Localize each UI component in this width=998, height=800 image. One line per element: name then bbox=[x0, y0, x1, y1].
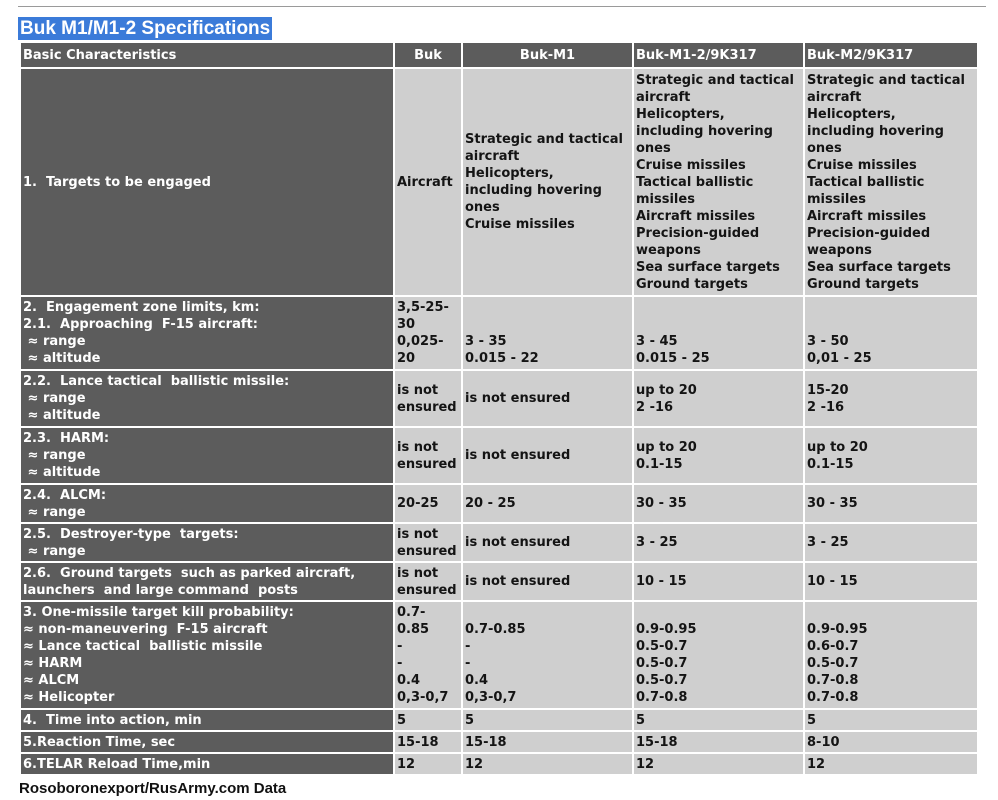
table-body bbox=[21, 69, 977, 774]
cell-line: 0.85 bbox=[397, 622, 430, 637]
cell-reload-time-buk-m2 bbox=[805, 754, 977, 774]
cell-line: ensured bbox=[397, 399, 457, 415]
cell-line: - bbox=[397, 639, 403, 654]
cell-line: is not bbox=[397, 439, 439, 455]
column-header-buk-m2: Buk-M2/9K317 bbox=[805, 43, 977, 67]
cell-line: 0.5-0.7 bbox=[636, 673, 688, 688]
cell-line: 15-18 bbox=[397, 734, 439, 750]
cell-targets-buk-m1 bbox=[463, 69, 632, 295]
cell-line: Strategic and tactical bbox=[636, 72, 794, 88]
row-label-harm bbox=[21, 428, 393, 483]
cell-reaction-time-buk-m2 bbox=[805, 732, 977, 752]
row-label-line: ≈ range bbox=[23, 504, 86, 520]
cell-line: Aircraft missiles bbox=[636, 208, 756, 224]
cell-line: Helicopters, bbox=[636, 106, 725, 122]
cell-line: 10 - 15 bbox=[636, 574, 687, 589]
cell-harm-buk-m2 bbox=[805, 428, 977, 483]
cell-line bbox=[636, 604, 801, 621]
cell-line: 20 - 25 bbox=[465, 496, 516, 511]
cell-line: up to 20 bbox=[636, 439, 697, 455]
row-label-destroyer bbox=[21, 524, 393, 561]
top-divider bbox=[18, 6, 986, 7]
cell-line: missiles bbox=[636, 191, 695, 207]
row-label-line: 3. One-missile target kill probability: bbox=[23, 605, 294, 620]
cell-line: 15-20 bbox=[807, 382, 849, 398]
cell-line: 2 -16 bbox=[807, 399, 845, 415]
cell-lance-buk-m1 bbox=[463, 371, 632, 426]
cell-line: 12 bbox=[636, 756, 655, 772]
cell-line: Helicopters, bbox=[465, 166, 554, 181]
row-label-line: 2.3. HARM: bbox=[23, 431, 110, 446]
cell-ground-buk-m1 bbox=[463, 563, 632, 600]
row-label-line: ≈ non-maneuvering F-15 aircraft bbox=[23, 622, 268, 637]
row-label-line: ≈ ALCM bbox=[23, 673, 80, 688]
row-label-line: ≈ range bbox=[23, 334, 86, 349]
cell-line: 0.7-0.8 bbox=[807, 673, 859, 688]
table-row-reaction-time bbox=[21, 732, 977, 752]
cell-line: ensured bbox=[397, 456, 457, 472]
cell-kill-probability-buk bbox=[395, 602, 461, 708]
row-label-line: 6.TELAR Reload Time,min bbox=[23, 756, 211, 772]
cell-line: 5 bbox=[636, 712, 646, 728]
cell-ground-buk bbox=[395, 563, 461, 600]
cell-line: Strategic and tactical bbox=[465, 132, 623, 147]
cell-destroyer-buk-m2 bbox=[805, 524, 977, 561]
cell-line: Precision-guided bbox=[807, 225, 931, 241]
cell-line: 0.5-0.7 bbox=[636, 639, 688, 654]
cell-line: 0.6-0.7 bbox=[807, 639, 859, 654]
cell-line: 0.1-15 bbox=[807, 456, 854, 472]
row-label-f15 bbox=[21, 297, 393, 369]
cell-line: - bbox=[397, 656, 403, 671]
cell-time-into-action-buk-m2 bbox=[805, 710, 977, 730]
table-row-time-into-action bbox=[21, 710, 977, 730]
row-label-line: 1. Targets to be engaged bbox=[23, 174, 211, 190]
cell-line: - bbox=[465, 639, 471, 654]
cell-lance-buk-m2 bbox=[805, 371, 977, 426]
row-label-line: 2.2. Lance tactical ballistic missile: bbox=[23, 374, 290, 389]
cell-line: is not bbox=[397, 526, 439, 542]
cell-kill-probability-buk-m1-2 bbox=[634, 602, 803, 708]
cell-line: 3 - 50 bbox=[807, 334, 849, 349]
cell-line: up to 20 bbox=[636, 382, 697, 398]
row-label-line: 2.5. Destroyer-type targets: bbox=[23, 526, 239, 542]
cell-line: Aircraft bbox=[397, 174, 453, 190]
cell-destroyer-buk-m1-2 bbox=[634, 524, 803, 561]
cell-f15-buk bbox=[395, 297, 461, 369]
cell-line: 3 - 25 bbox=[636, 535, 678, 550]
cell-reaction-time-buk-m1-2 bbox=[634, 732, 803, 752]
row-label-line: 4. Time into action, min bbox=[23, 712, 202, 728]
cell-line: 3 - 25 bbox=[807, 535, 849, 550]
cell-reload-time-buk-m1 bbox=[463, 754, 632, 774]
cell-line: is not bbox=[397, 565, 439, 581]
row-label-line: 2. Engagement zone limits, km: bbox=[23, 300, 260, 315]
table-row-harm bbox=[21, 428, 977, 483]
cell-line: is not ensured bbox=[465, 448, 571, 463]
cell-line: up to 20 bbox=[807, 439, 868, 455]
row-label-reload-time bbox=[21, 754, 393, 774]
cell-alcm-buk-m1-2 bbox=[634, 485, 803, 522]
cell-line: - bbox=[465, 656, 471, 671]
cell-line bbox=[807, 604, 975, 621]
cell-reaction-time-buk bbox=[395, 732, 461, 752]
cell-line: 20 bbox=[397, 351, 416, 366]
cell-line: is not ensured bbox=[465, 391, 571, 406]
cell-line: Precision-guided bbox=[636, 225, 760, 241]
row-label-line: 2.1. Approaching F-15 aircraft: bbox=[23, 317, 258, 332]
cell-targets-buk bbox=[395, 69, 461, 295]
cell-line bbox=[807, 299, 975, 316]
row-label-alcm bbox=[21, 485, 393, 522]
cell-line: Ground targets bbox=[636, 276, 748, 292]
row-label-line: ≈ altitude bbox=[23, 351, 101, 366]
column-header-characteristics: Basic Characteristics bbox=[21, 43, 393, 67]
row-label-ground bbox=[21, 563, 393, 600]
specifications-table bbox=[19, 41, 979, 776]
row-label-line: ≈ HARM bbox=[23, 656, 83, 671]
cell-line: 10 - 15 bbox=[807, 574, 858, 589]
cell-line: 5 bbox=[397, 712, 407, 728]
cell-targets-buk-m1-2 bbox=[634, 69, 803, 295]
cell-line: 3,5-25- bbox=[397, 300, 449, 315]
cell-line: 0,01 - 25 bbox=[807, 351, 872, 366]
cell-line: ensured bbox=[397, 582, 457, 598]
cell-line: Aircraft missiles bbox=[807, 208, 927, 224]
row-label-line: ≈ range bbox=[23, 448, 86, 463]
cell-line: 0.4 bbox=[397, 673, 421, 688]
row-label-line: launchers and large command posts bbox=[23, 582, 298, 598]
cell-line bbox=[807, 316, 975, 333]
cell-line: 0.7-0.85 bbox=[465, 622, 526, 637]
row-label-line: ≈ altitude bbox=[23, 408, 101, 423]
cell-f15-buk-m1-2 bbox=[634, 297, 803, 369]
cell-line: ensured bbox=[397, 543, 457, 559]
row-label-lance bbox=[21, 371, 393, 426]
row-label-time-into-action bbox=[21, 710, 393, 730]
cell-kill-probability-buk-m2 bbox=[805, 602, 977, 708]
cell-lance-buk bbox=[395, 371, 461, 426]
cell-harm-buk-m1 bbox=[463, 428, 632, 483]
row-label-line: ≈ range bbox=[23, 391, 86, 406]
cell-alcm-buk-m2 bbox=[805, 485, 977, 522]
cell-targets-buk-m2 bbox=[805, 69, 977, 295]
cell-f15-buk-m2 bbox=[805, 297, 977, 369]
row-label-line: ≈ range bbox=[23, 543, 86, 559]
cell-line: ones bbox=[807, 140, 842, 156]
cell-line: is not ensured bbox=[465, 574, 571, 589]
cell-harm-buk-m1-2 bbox=[634, 428, 803, 483]
cell-line: 8-10 bbox=[807, 734, 840, 750]
cell-destroyer-buk bbox=[395, 524, 461, 561]
cell-line: 12 bbox=[807, 756, 826, 772]
row-label-line: 5.Reaction Time, sec bbox=[23, 734, 176, 750]
cell-line: 15-18 bbox=[636, 734, 678, 750]
cell-reaction-time-buk-m1 bbox=[463, 732, 632, 752]
row-label-line: ≈ Helicopter bbox=[23, 690, 115, 705]
row-label-kill-probability bbox=[21, 602, 393, 708]
cell-line: Cruise missiles bbox=[465, 217, 575, 232]
cell-line: Ground targets bbox=[807, 276, 919, 292]
cell-line: Cruise missiles bbox=[807, 157, 917, 173]
cell-line bbox=[465, 604, 630, 621]
cell-line: Sea surface targets bbox=[636, 259, 780, 275]
table-row-f15 bbox=[21, 297, 977, 369]
table-header-row bbox=[21, 43, 977, 67]
cell-line: 5 bbox=[807, 712, 817, 728]
cell-line: 0,3-0,7 bbox=[465, 690, 517, 705]
source-footer: Rosoboronexport/RusArmy.com Data bbox=[19, 780, 287, 797]
cell-ground-buk-m2 bbox=[805, 563, 977, 600]
cell-line: 2 -16 bbox=[636, 399, 674, 415]
cell-line: 30 - 35 bbox=[636, 496, 687, 511]
cell-line: is not bbox=[397, 382, 439, 398]
cell-line: 0.7-0.8 bbox=[807, 690, 859, 705]
row-label-line: 2.4. ALCM: bbox=[23, 487, 107, 503]
cell-line: 30 bbox=[397, 317, 416, 332]
table-row-alcm bbox=[21, 485, 977, 522]
cell-line: 0.5-0.7 bbox=[807, 656, 859, 671]
table-row-lance bbox=[21, 371, 977, 426]
column-header-buk-m1: Buk-M1 bbox=[463, 43, 632, 67]
row-label-reaction-time bbox=[21, 732, 393, 752]
cell-line bbox=[636, 316, 801, 333]
cell-line: 3 - 35 bbox=[465, 334, 507, 349]
row-label-line: ≈ altitude bbox=[23, 465, 101, 480]
cell-line: 5 bbox=[465, 712, 475, 728]
cell-line: including hovering bbox=[465, 183, 602, 198]
cell-line: 3 - 45 bbox=[636, 334, 678, 349]
cell-reload-time-buk bbox=[395, 754, 461, 774]
cell-line: 0.7- bbox=[397, 605, 426, 620]
cell-line: Helicopters, bbox=[807, 106, 896, 122]
cell-line: 0.015 - 22 bbox=[465, 351, 539, 366]
cell-line: ones bbox=[636, 140, 671, 156]
table-row-kill-probability bbox=[21, 602, 977, 708]
cell-line: Tactical ballistic bbox=[807, 174, 925, 190]
cell-line: Sea surface targets bbox=[807, 259, 951, 275]
cell-line: aircraft bbox=[807, 89, 862, 105]
cell-line: 0.9-0.95 bbox=[636, 622, 697, 637]
cell-line: weapons bbox=[807, 242, 872, 258]
row-label-line: 2.6. Ground targets such as parked aircraft, bbox=[23, 565, 356, 581]
cell-line bbox=[465, 316, 630, 333]
cell-line: aircraft bbox=[636, 89, 691, 105]
cell-time-into-action-buk bbox=[395, 710, 461, 730]
cell-kill-probability-buk-m1 bbox=[463, 602, 632, 708]
cell-time-into-action-buk-m1 bbox=[463, 710, 632, 730]
cell-alcm-buk-m1 bbox=[463, 485, 632, 522]
cell-line: including hovering bbox=[636, 123, 773, 139]
cell-destroyer-buk-m1 bbox=[463, 524, 632, 561]
row-label-line: ≈ Lance tactical ballistic missile bbox=[23, 639, 263, 654]
cell-line: Cruise missiles bbox=[636, 157, 746, 173]
cell-line: 0.4 bbox=[465, 673, 489, 688]
cell-line: is not ensured bbox=[465, 535, 571, 550]
cell-line: Tactical ballistic bbox=[636, 174, 754, 190]
cell-line: 0.1-15 bbox=[636, 456, 683, 472]
cell-line bbox=[465, 299, 630, 316]
cell-time-into-action-buk-m1-2 bbox=[634, 710, 803, 730]
cell-line: aircraft bbox=[465, 149, 520, 164]
row-label-targets bbox=[21, 69, 393, 295]
cell-line: 0.015 - 25 bbox=[636, 351, 710, 366]
cell-line bbox=[636, 299, 801, 316]
page-title: Buk M1/M1-2 Specifications bbox=[20, 18, 271, 39]
cell-line: ones bbox=[465, 200, 500, 215]
table-row-destroyer bbox=[21, 524, 977, 561]
cell-line: including hovering bbox=[807, 123, 944, 139]
cell-line: Strategic and tactical bbox=[807, 72, 965, 88]
cell-line: 12 bbox=[465, 756, 484, 772]
cell-line: 0.7-0.8 bbox=[636, 690, 688, 705]
cell-line: 15-18 bbox=[465, 734, 507, 750]
cell-line: 0,025- bbox=[397, 334, 444, 349]
cell-ground-buk-m1-2 bbox=[634, 563, 803, 600]
cell-line: 30 - 35 bbox=[807, 496, 858, 511]
cell-alcm-buk bbox=[395, 485, 461, 522]
cell-line: 0.9-0.95 bbox=[807, 622, 868, 637]
table-row-ground bbox=[21, 563, 977, 600]
cell-line: 12 bbox=[397, 756, 416, 772]
column-header-buk: Buk bbox=[395, 43, 461, 67]
table-row-reload-time bbox=[21, 754, 977, 774]
cell-line: weapons bbox=[636, 242, 701, 258]
cell-f15-buk-m1 bbox=[463, 297, 632, 369]
cell-harm-buk bbox=[395, 428, 461, 483]
cell-reload-time-buk-m1-2 bbox=[634, 754, 803, 774]
cell-line: 20-25 bbox=[397, 496, 439, 511]
cell-line: missiles bbox=[807, 191, 866, 207]
cell-line: 0,3-0,7 bbox=[397, 690, 449, 705]
table-row-targets bbox=[21, 69, 977, 295]
column-header-buk-m1-2: Buk-M1-2/9K317 bbox=[634, 43, 803, 67]
cell-line: 0.5-0.7 bbox=[636, 656, 688, 671]
cell-lance-buk-m1-2 bbox=[634, 371, 803, 426]
